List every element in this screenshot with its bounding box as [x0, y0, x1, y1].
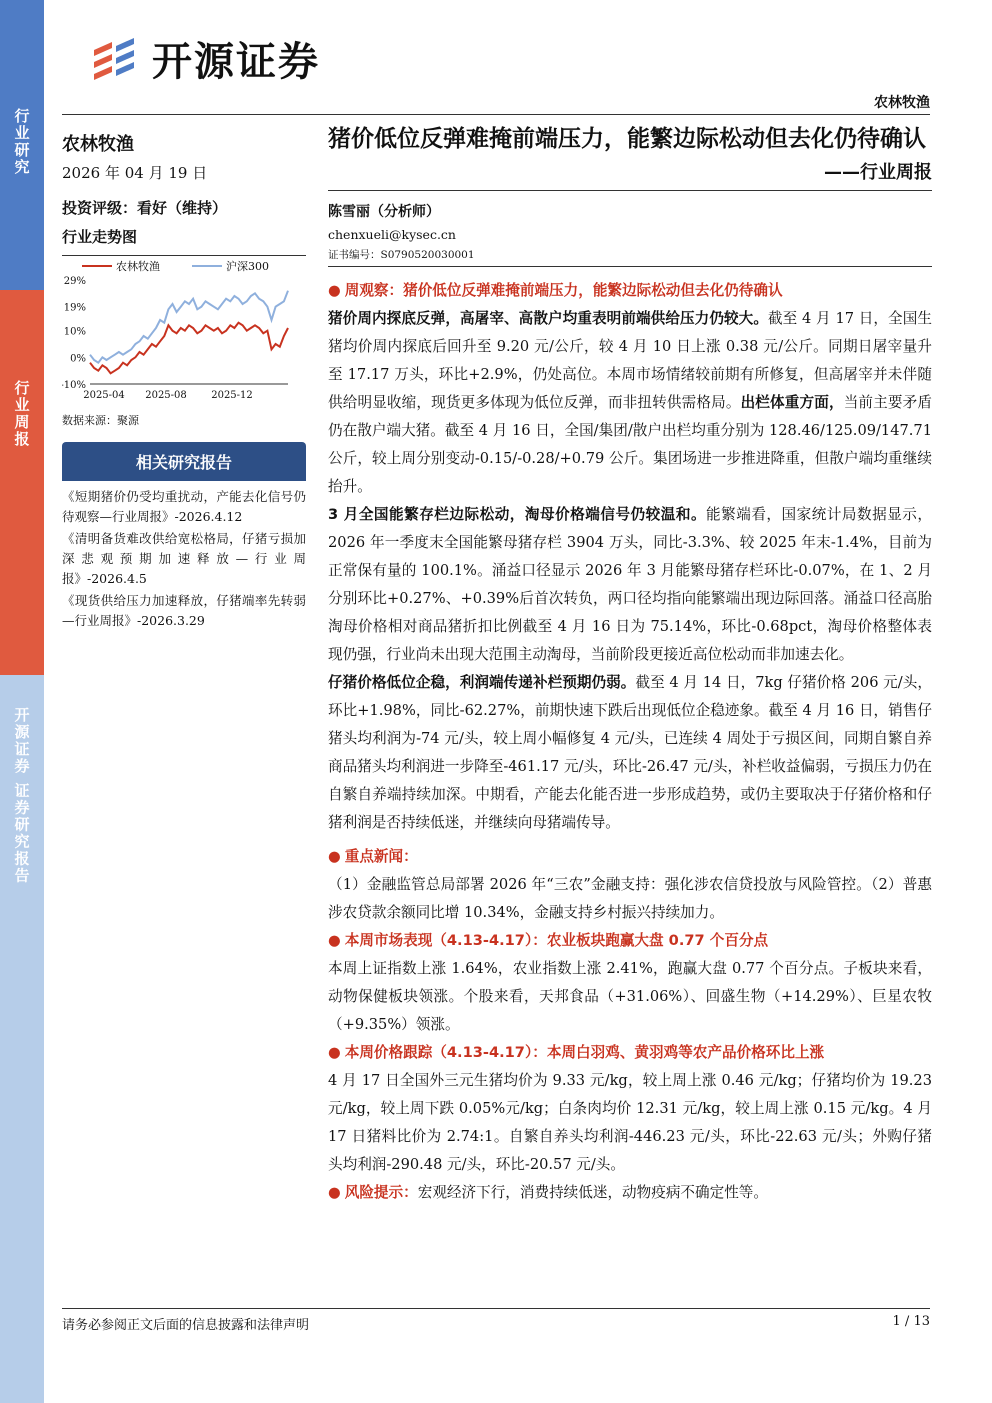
x-tick-label: 2025-08 [145, 390, 187, 401]
sidebar-label-research: 行业研究 [12, 108, 31, 176]
legend-label: 农林牧渔 [116, 260, 160, 273]
section-heading: 周观察：猪价低位反弹难掩前端压力，能繁边际松动但去化仍待确认 [344, 282, 783, 299]
header-sector: 农林牧渔 [874, 95, 930, 111]
price-paragraph: 4 月 17 日全国外三元生猪均价为 9.33 元/kg，较上周上涨 0.46 元/kg；仔猪均价为 19.23 元/kg，较上周下跌 0.05%元/kg；白条肉均价 12.31 元/kg，较上周上涨 0.15 元/kg。4 月 17 日猪料比价为 2.74:1。自繁自养头均利润-446.23 元/头，环比-22.63 元/头；外购仔猪头均利润-290.48 元/头，环比-20.57 元/头。 [328, 1072, 932, 1173]
x-tick-label: 2025-12 [211, 390, 253, 401]
y-tick-label: 19% [63, 302, 86, 314]
y-tick-label: 10% [63, 326, 86, 338]
section-weekly-observation [328, 277, 932, 305]
title-divider [328, 190, 932, 191]
report-type: ——行业周报 [824, 162, 932, 183]
paragraph-lead: 出栏体重方面， [740, 394, 844, 411]
section-price-tracking [328, 1039, 932, 1067]
left-column [62, 130, 306, 633]
sector-name: 农林牧渔 [62, 134, 134, 155]
sidebar-label-weekly: 行业周报 [12, 380, 31, 448]
paragraph-text: 截至 4 月 14 日，7kg 仔猪价格 206 元/头，环比+1.98%，同比-62.27%，前期快速下跌后出现低位企稳迹象。截至 4 月 16 日，销售仔猪头均利润为-74 元/头，较上周小幅修复 4 元/头，已连续 4 周处于亏损区间，同期自繁自养商品猪头均利润进一步降至-461.17 元/头，环比-26.47 元/头，补栏收益偏弱，亏损压力仍在自繁自养端持续加深。中期看，产能去化能否进一步形成趋势，或仍主要取决于仔猪价格和仔猪利润是否持续低迷，并继续向母猪端传导。 [328, 674, 932, 831]
paragraph-text: 截至 4 月 17 日，全国生猪均价周内探底后回升至 9.20 元/公斤，较 4 月 10 日上涨 0.38 元/公斤。同期日屠宰量升至 17.17 万头，环比+2.9%，仍处高位。本周市场情绪较前期有所修复，但高屠宰并未伴随供给明显收缩，现货更多体现为低位反弹，而非扭转供需格局。 [328, 310, 932, 411]
logo-icon [90, 32, 144, 86]
footer-divider [62, 1308, 930, 1309]
data-source: 数据来源：聚源 [62, 414, 139, 427]
risk-text: 宏观经济下行，消费持续低迷，动物疫病不确定性等。 [417, 1184, 768, 1201]
bullet-icon: ● [328, 1184, 341, 1201]
news-paragraph: （1）金融监管总局部署 2026 年“三农”金融支持：强化涉农信贷投放与风险管控。（2）普惠涉农贷款余额同比增 10.34%，金融支持乡村振兴持续加力。 [328, 876, 932, 921]
paragraph-lead: 猪价周内探底反弹，高屠宰、高散户均重表明前端供给压力仍较大。 [328, 310, 769, 327]
related-report-item[interactable]: 《清明备货难改供给宽松格局，仔猪亏损加深悲观预期加速释放—行业周报》-2026.4.5 [62, 531, 306, 586]
x-tick-label: 2025-04 [83, 390, 125, 401]
left-color-bar [0, 0, 44, 1403]
analyst-name: 陈雪丽（分析师） [328, 204, 440, 220]
related-report-item[interactable]: 《现货供给压力加速释放，仔猪端率先转弱—行业周报》-2026.3.29 [62, 593, 306, 628]
bullet-icon: ● [328, 848, 341, 865]
brand-name: 开源证券 [152, 39, 320, 85]
related-reports-header: 相关研究报告 [62, 442, 306, 481]
sidebar-segment-weekly [0, 290, 44, 675]
y-tick-label: -10% [62, 380, 86, 391]
sidebar-segment-brand [0, 675, 44, 1403]
footer-disclaimer: 请务必参阅正文后面的信息披露和法律声明 [62, 1318, 310, 1333]
trend-chart-svg [62, 256, 306, 406]
sidebar-segment-industry-research [0, 0, 44, 290]
y-tick-label: 0% [70, 353, 86, 365]
section-key-news [328, 843, 932, 871]
legend-label: 沪深300 [226, 260, 269, 273]
paragraph-lead: 仔猪价格低位企稳，利润端传递补栏预期仍弱。 [328, 674, 636, 691]
risk-paragraph [328, 1179, 932, 1207]
report-title: 猪价低位反弹难掩前端压力，能繁边际松动但去化仍待确认 [328, 126, 926, 152]
section-heading: 重点新闻： [344, 848, 418, 865]
trend-chart-title: 行业走势图 [62, 228, 138, 246]
y-tick-label: 29% [63, 276, 86, 287]
header-divider [62, 114, 930, 115]
bullet-icon: ● [328, 932, 341, 949]
analyst-cert: 证书编号：S0790520030001 [328, 249, 475, 261]
brand-logo [90, 30, 320, 87]
paragraph-text: 能繁端看，国家统计局数据显示，2026 年一季度末全国能繁母猪存栏 3904 万头，同比-3.3%、较 2025 年末-1.4%，目前为正常保有量的 100.1%。涌益口径显示 2026 年 3 月能繁母猪存栏环比-0.07%，在 1、2 月分别环比+0.27%、+0.39%后首次转负，两口径均指向能繁端出现边际回落。涌益口径高胎淘母价格相对商品猪折扣比例截至 4 月 16 日为 75.14%，环比-0.68pct，淘母价格整体表现仍强，行业尚未出现大范围主动淘母，当前阶段更接近高位松动而非加速去化。 [328, 506, 932, 663]
paragraph [328, 669, 932, 837]
bullet-icon: ● [328, 282, 341, 299]
paragraph [328, 305, 932, 501]
paragraph-lead: 3 月全国能繁存栏边际松动，淘母价格端信号仍较温和。 [328, 506, 707, 523]
paragraph [328, 501, 932, 669]
section-market-performance [328, 927, 932, 955]
series-line-agriculture [90, 323, 288, 374]
section-heading: 本周市场表现（4.13-4.17）：农业板块跑赢大盘 0.77 个百分点 [344, 932, 769, 949]
analyst-email[interactable]: chenxueli@kysec.cn [328, 227, 456, 242]
report-body [328, 277, 932, 1207]
bullet-icon: ● [328, 1044, 341, 1061]
section-heading: 风险提示： [344, 1184, 418, 1201]
section-risk [328, 1184, 418, 1201]
investment-rating: 投资评级：看好（维持） [62, 199, 228, 217]
related-report-item[interactable]: 《短期猪价仍受均重扰动，产能去化信号仍待观察—行业周报》-2026.4.12 [62, 489, 306, 524]
main-column [328, 122, 932, 1207]
market-paragraph: 本周上证指数上涨 1.64%，农业指数上涨 2.41%，跑赢大盘 0.77 个百分点。子板块来看，动物保健板块领涨。个股来看，天邦食品（+31.06%）、回盛生物（+14.29%）、巨星农牧（+9.35%）领涨。 [328, 960, 932, 1033]
report-date: 2026 年 04 月 19 日 [62, 164, 208, 182]
page-number: 1 / 13 [892, 1314, 930, 1329]
trend-chart [62, 255, 306, 410]
paragraph-text: 当前主要矛盾仍在散户端大猪。截至 4 月 16 日，全国/集团/散户出栏均重分别为 128.46/125.09/147.71 公斤，较上周分别变动-0.15/-0.28/+0.79 公斤。集团场进一步推进降重，但散户端均重继续抬升。 [328, 394, 932, 495]
sidebar-label-brand: 开源证券 证券研究报告 [12, 707, 31, 885]
analyst-divider [328, 266, 932, 267]
section-heading: 本周价格跟踪（4.13-4.17）：本周白羽鸡、黄羽鸡等农产品价格环比上涨 [344, 1044, 825, 1061]
related-reports-list [62, 487, 306, 631]
